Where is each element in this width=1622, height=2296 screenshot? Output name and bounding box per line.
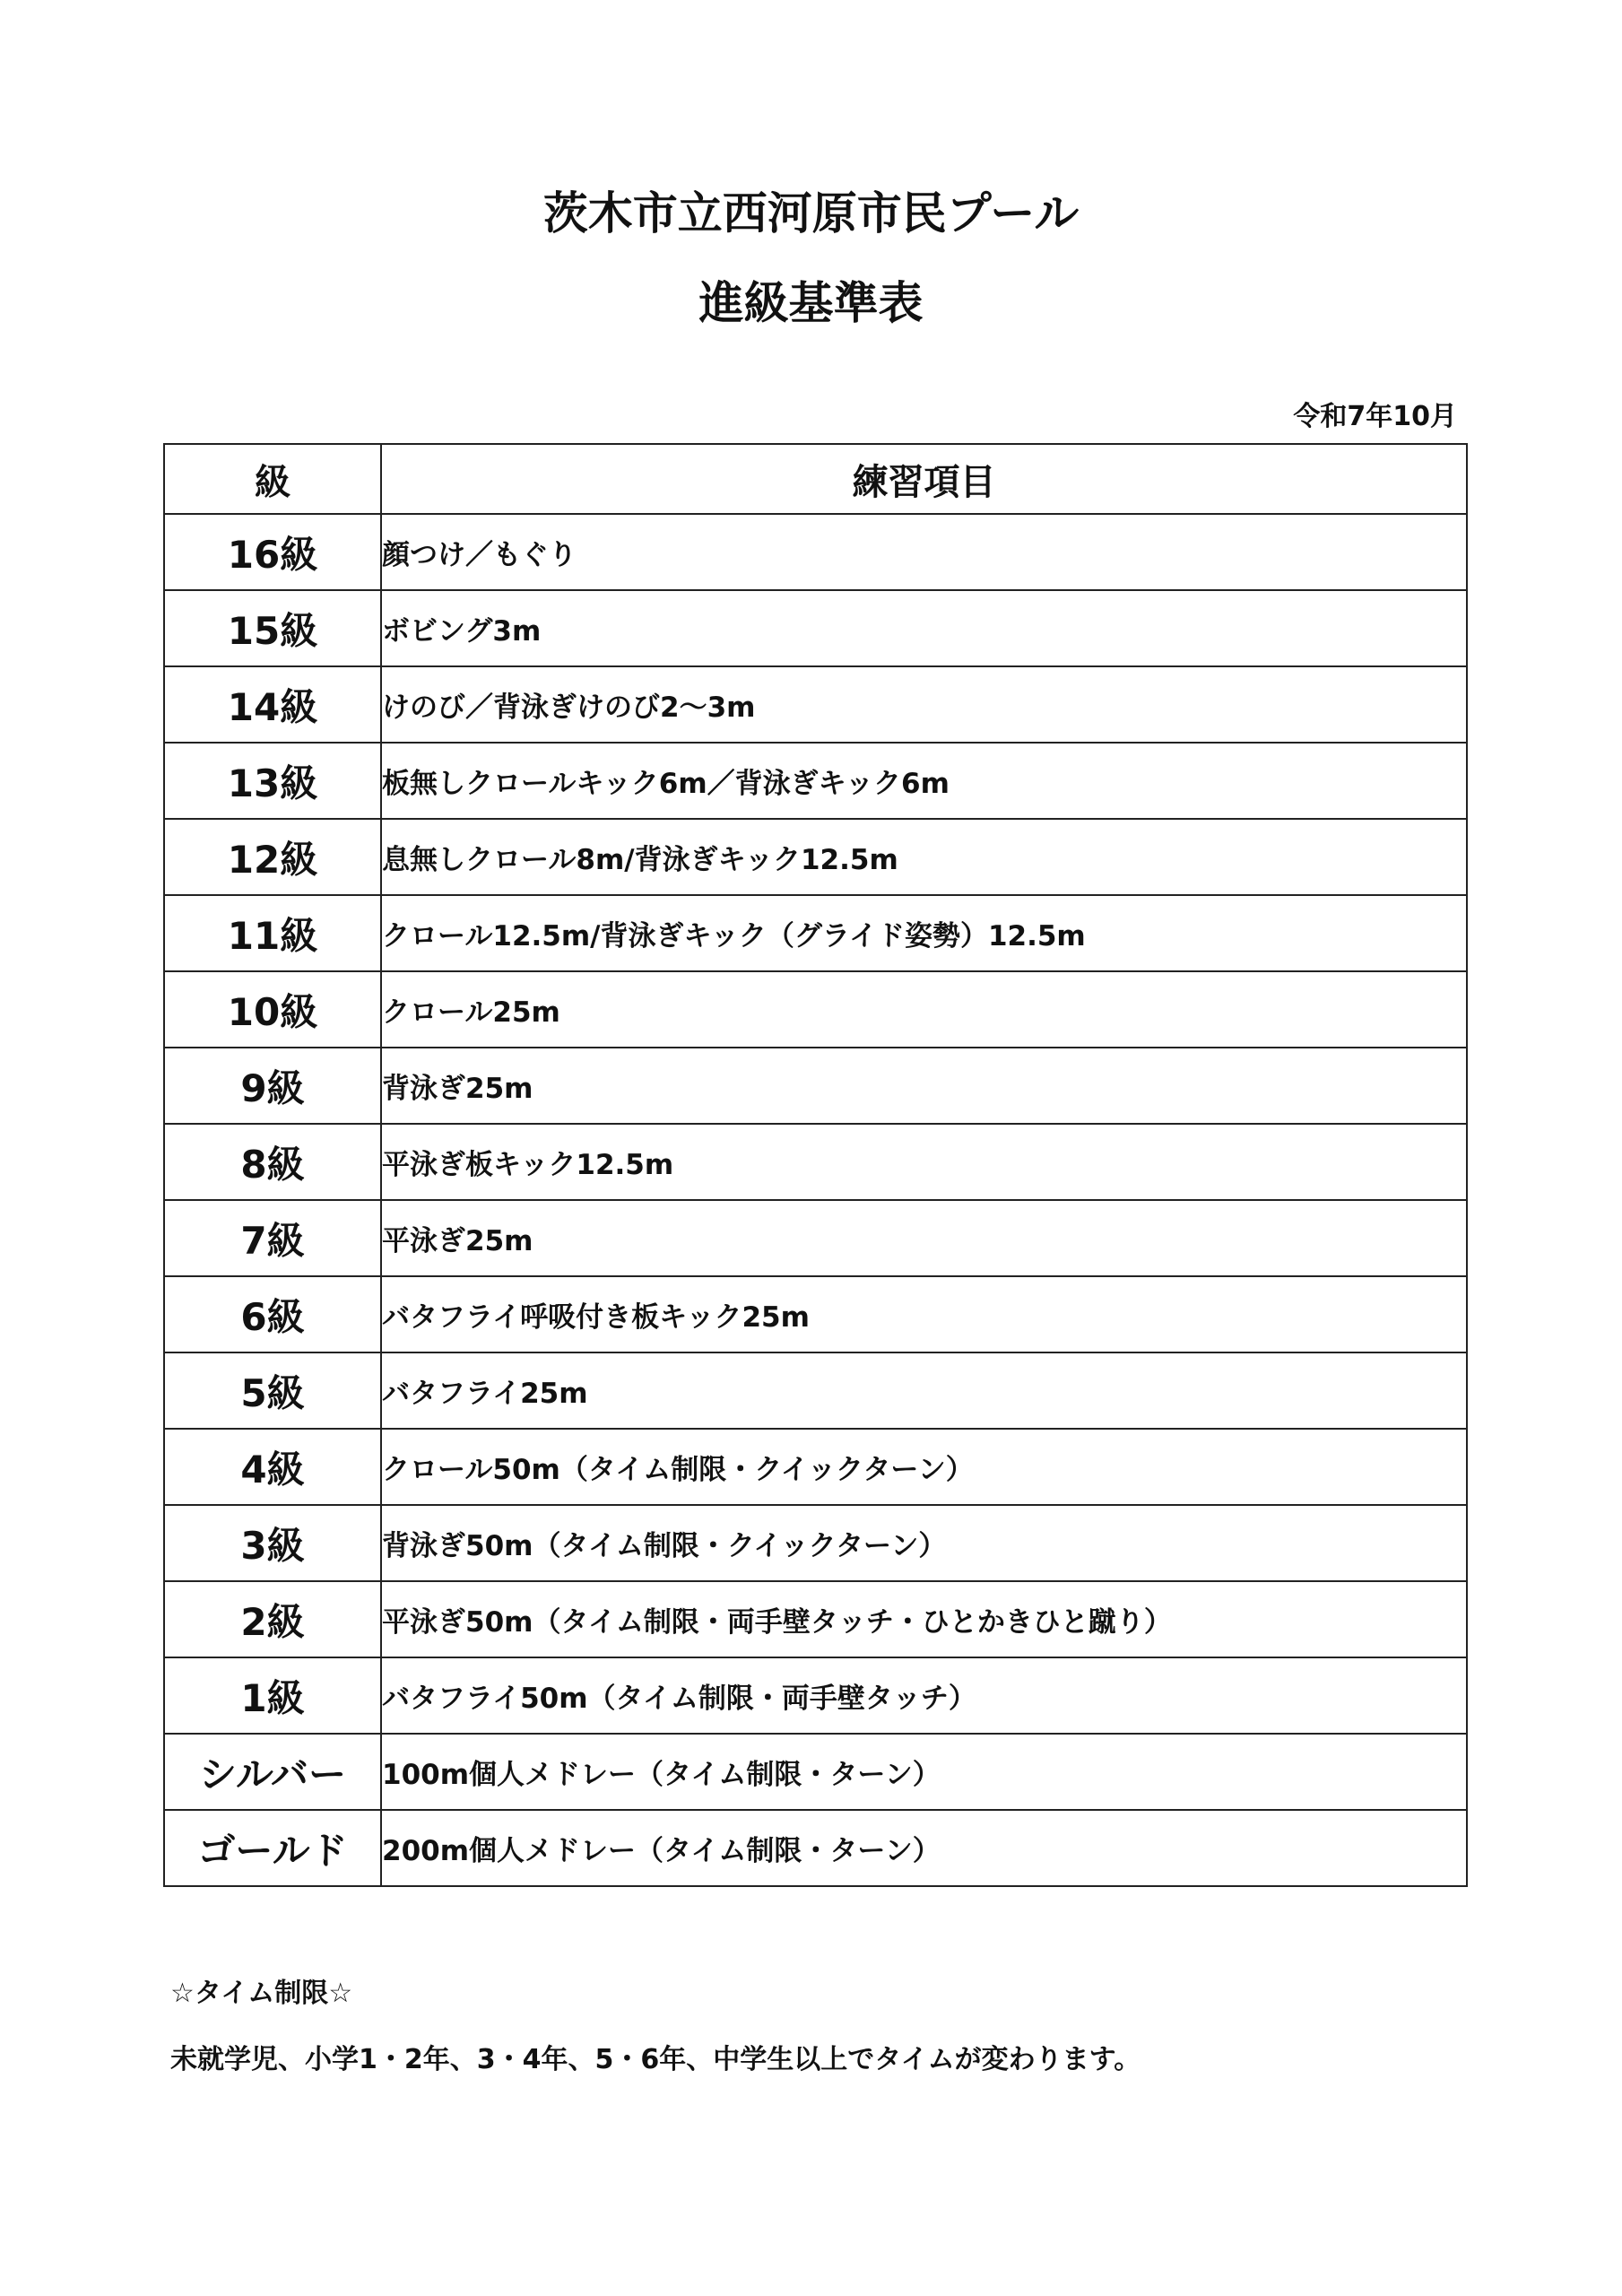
item-cell: 背泳ぎ25m: [381, 1048, 1467, 1124]
grade-cell: 2級: [164, 1581, 381, 1657]
table-row: [164, 1124, 1467, 1200]
header-grade: 級: [164, 444, 381, 514]
grade-cell: 16級: [164, 514, 381, 590]
table-row: [164, 1734, 1467, 1810]
table-row: [164, 1352, 1467, 1429]
item-cell: 顔つけ／もぐり: [381, 514, 1467, 590]
item-cell: クロール50m（タイム制限・クイックターン）: [381, 1429, 1467, 1505]
grade-criteria-table: [163, 443, 1468, 1887]
table-row: [164, 1048, 1467, 1124]
grade-cell: 7級: [164, 1200, 381, 1276]
item-cell: 板無しクロールキック6m／背泳ぎキック6m: [381, 743, 1467, 819]
grade-cell: 9級: [164, 1048, 381, 1124]
table-row: [164, 1505, 1467, 1581]
grade-cell: 4級: [164, 1429, 381, 1505]
item-cell: 平泳ぎ板キック12.5m: [381, 1124, 1467, 1200]
table-row: [164, 514, 1467, 590]
table-row: [164, 895, 1467, 971]
table-row: [164, 1200, 1467, 1276]
item-cell: クロール12.5m/背泳ぎキック（グライド姿勢）12.5m: [381, 895, 1467, 971]
grade-cell: 12級: [164, 819, 381, 895]
table-row: [164, 1810, 1467, 1886]
grade-cell: 5級: [164, 1352, 381, 1429]
grade-cell: 1級: [164, 1657, 381, 1734]
item-cell: バタフライ呼吸付き板キック25m: [381, 1276, 1467, 1352]
item-cell: バタフライ50m（タイム制限・両手壁タッチ）: [381, 1657, 1467, 1734]
item-cell: ボビング3m: [381, 590, 1467, 666]
table-row: [164, 666, 1467, 743]
item-cell: 背泳ぎ50m（タイム制限・クイックターン）: [381, 1505, 1467, 1581]
grade-cell: 8級: [164, 1124, 381, 1200]
item-cell: 平泳ぎ50m（タイム制限・両手壁タッチ・ひとかきひと蹴り）: [381, 1581, 1467, 1657]
grade-cell: 14級: [164, 666, 381, 743]
table-row: [164, 971, 1467, 1048]
grade-cell: ゴールド: [164, 1810, 381, 1886]
table-header-row: [164, 444, 1467, 514]
table-row: [164, 1429, 1467, 1505]
grade-cell: 6級: [164, 1276, 381, 1352]
table-row: [164, 743, 1467, 819]
item-cell: クロール25m: [381, 971, 1467, 1048]
page-subtitle: 進級基準表: [698, 277, 924, 329]
item-cell: けのび／背泳ぎけのび2～3m: [381, 666, 1467, 743]
page-title: 茨木市立西河原市民プール: [542, 187, 1080, 239]
grade-cell: シルバー: [164, 1734, 381, 1810]
grade-cell: 11級: [164, 895, 381, 971]
time-limit-note-text: 未就学児、小学1・2年、3・4年、5・6年、中学生以上でタイムが変わります。: [170, 2044, 1141, 2075]
grade-cell: 10級: [164, 971, 381, 1048]
issue-date: 令和7年10月: [1293, 401, 1457, 432]
grade-cell: 15級: [164, 590, 381, 666]
item-cell: バタフライ25m: [381, 1352, 1467, 1429]
grade-cell: 13級: [164, 743, 381, 819]
table-row: [164, 819, 1467, 895]
item-cell: 息無しクロール8m/背泳ぎキック12.5m: [381, 819, 1467, 895]
time-limit-note-title: ☆タイム制限☆: [170, 1978, 353, 2009]
header-practice-item: 練習項目: [381, 444, 1467, 514]
item-cell: 平泳ぎ25m: [381, 1200, 1467, 1276]
grade-cell: 3級: [164, 1505, 381, 1581]
table-row: [164, 1657, 1467, 1734]
item-cell: 200m個人メドレー（タイム制限・ターン）: [381, 1810, 1467, 1886]
table-row: [164, 1276, 1467, 1352]
table-row: [164, 590, 1467, 666]
item-cell: 100m個人メドレー（タイム制限・ターン）: [381, 1734, 1467, 1810]
table-row: [164, 1581, 1467, 1657]
